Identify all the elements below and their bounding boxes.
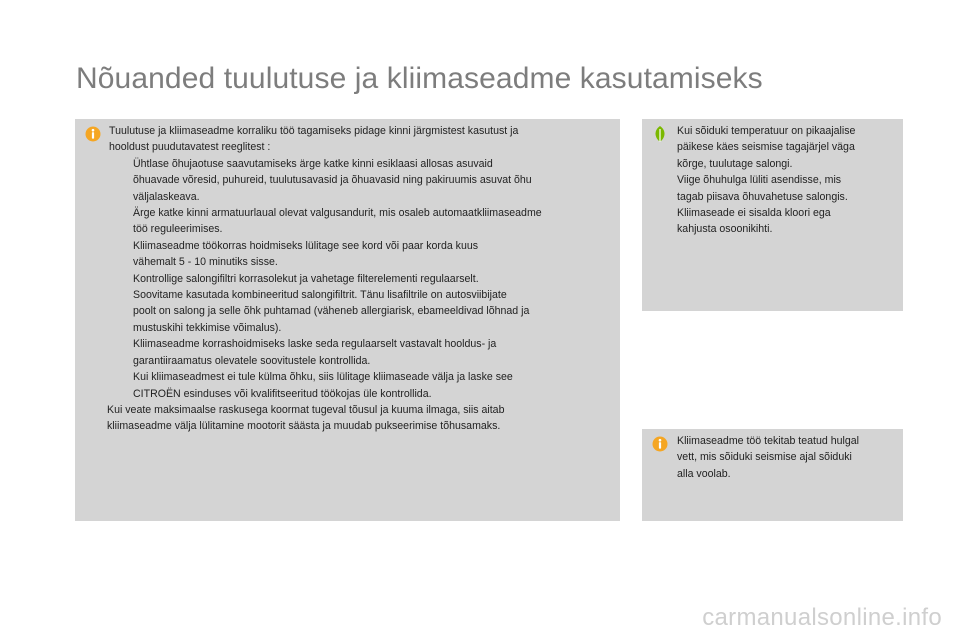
watermark: carmanualsonline.info [702, 604, 942, 631]
environment-panel [642, 119, 903, 311]
list-item: Kui kliimaseadmest ei tule külma õhku, siis lülitage kliimaseade välja ja laske see CITROËN esinduses või kvalifitseeritud töökojas üle kontrollida. [133, 371, 513, 400]
condensation-info-panel [642, 429, 903, 521]
condensation-text: Kliimaseadme töö tekitab teatud hulgal vett, mis sõiduki seismise ajal sõiduki alla voolab. [677, 435, 859, 480]
towing-note: Kui veate maksimaalse raskusega koormat tugeval tõusul ja kuuma ilmaga, siis aitab kliimaseadme välja lülitamine mootorit säästa ja muudab pukseerimise tõhusamaks. [107, 403, 505, 433]
list-item: Ärge katke kinni armatuurlaual olevat valgusandurit, mis osaleb automaatkliimaseadme töö reguleerimises. [133, 207, 542, 236]
info-icon [652, 436, 668, 452]
list-item: Kliimaseadme korrashoidmiseks laske seda regulaarselt vastavalt hooldus- ja garantiiraamatus olevatele soovitustele kontrollida. [133, 338, 497, 367]
leaf-icon [652, 125, 668, 141]
tips-list [109, 156, 610, 402]
info-icon [85, 126, 101, 142]
maintenance-tips-panel [75, 119, 620, 521]
page-title: Nõuanded tuulutuse ja kliimaseadme kasutamiseks [76, 62, 763, 95]
list-item: Kontrollige salongifiltri korrasolekut ja vahetage filterelementi regulaarselt. Soovitame kasutada kombineeritud salongifiltrit. Tänu lisafiltrile on autosviibijate poolt on salong ja selle õhk puhtamad (väheneb allergiarisk, ebameeldivad lõhnad ja mustuskihi tekkimise võimalus). [133, 272, 530, 334]
list-item: Kliimaseadme töökorras hoidmiseks lülitage see kord või paar korda kuus vähemalt 5 - 10 minutiks sisse. [133, 239, 479, 269]
environment-text: Kui sõiduki temperatuur on pikaajalise päikese käes seismise tagajärjel väga kõrge, tuulutage salongi. Viige õhuhulga lüliti asendisse, mis tagab piisava õhuvahetuse salongis. Kliimaseade ei sisalda kloori ega kahjusta osoonikihti. [677, 125, 856, 236]
intro-text: Tuulutuse ja kliimaseadme korraliku töö tagamiseks pidage kinni järgmistest kasutust ja hooldust puudutavatest reeglitest : [109, 125, 519, 154]
list-item: Ühtlase õhujaotuse saavutamiseks ärge katke kinni esiklaasi allosas asuvaid õhuavade võresid, puhureid, tuulutusavasid ja õhuavasid ning pakiruumis asuvat õhu väljalaskeava. [133, 157, 532, 203]
